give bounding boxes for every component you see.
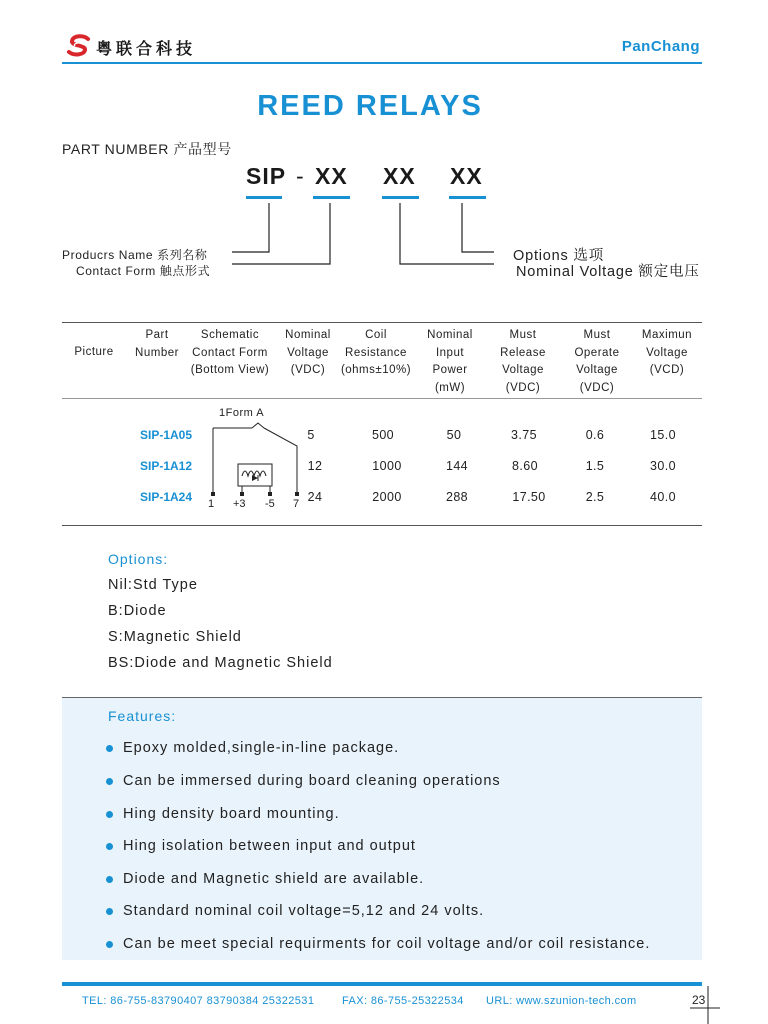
- th-nominal-voltage: Nominal Voltage (VDC): [285, 329, 331, 376]
- feature-text: Hing isolation between input and output: [123, 838, 416, 854]
- option-item: Nil:Std Type: [108, 577, 198, 593]
- max-voltage-cell: 15.0: [650, 428, 676, 442]
- th-input-power: Nominal Input Power (mW): [427, 329, 473, 394]
- feature-item: [106, 806, 340, 822]
- feature-text: Diode and Magnetic shield are available.: [123, 871, 425, 887]
- th-release-voltage: Must Release Voltage (VDC): [500, 329, 546, 394]
- input-power-cell: 50: [446, 428, 462, 442]
- pin-1: 1: [208, 498, 215, 510]
- feature-item: [106, 740, 399, 756]
- part-prefix: SIP: [246, 163, 287, 189]
- crop-mark: [690, 986, 720, 1024]
- pin-3: +3: [233, 498, 246, 510]
- feature-text: Epoxy molded,single-in-line package.: [123, 740, 400, 756]
- part-dash: -: [296, 163, 305, 189]
- pin-7: 7: [293, 498, 300, 510]
- company-name-cn: 粤联合科技: [96, 39, 197, 58]
- input-power-cell: 288: [445, 490, 469, 504]
- th-schematic: Schematic Contact Form (Bottom View): [190, 329, 270, 376]
- th-picture: Picture: [74, 346, 114, 358]
- option-item: S:Magnetic Shield: [108, 629, 242, 645]
- part-seg-options: XX: [450, 163, 483, 189]
- feature-text: Can be immersed during board cleaning operations: [123, 773, 501, 789]
- th-part-number: Part Number: [135, 329, 179, 359]
- feature-text: Hing density board mounting.: [123, 806, 340, 822]
- feature-item: [106, 838, 416, 854]
- bullet-icon: [106, 745, 113, 752]
- part-seg-contact-form: XX: [315, 163, 348, 189]
- schematic-diagram: [200, 420, 310, 500]
- part-number-label: PART NUMBER 产品型号: [62, 141, 232, 157]
- part-number-cell: SIP-1A05: [140, 428, 193, 442]
- bullet-icon: [106, 941, 113, 948]
- feature-text: Can be meet special requirments for coil voltage and/or coil resistance.: [123, 936, 651, 952]
- part-number-cell: SIP-1A12: [140, 459, 193, 473]
- feature-item: [106, 903, 484, 919]
- release-voltage-cell: 8.60: [512, 459, 538, 473]
- features-heading: Features:: [108, 708, 177, 724]
- option-item: BS:Diode and Magnetic Shield: [108, 655, 333, 671]
- part-number-cell: SIP-1A24: [140, 490, 193, 504]
- producers-name-label: Producrs Name 系列名称: [62, 248, 208, 262]
- release-voltage-cell: 17.50: [512, 490, 546, 504]
- part-seg-voltage: XX: [383, 163, 416, 189]
- bullet-icon: [106, 876, 113, 883]
- operate-voltage-cell: 2.5: [585, 490, 605, 504]
- pin-5: -5: [265, 498, 275, 510]
- bullet-icon: [106, 908, 113, 915]
- nominal-voltage-cell: 12: [307, 459, 323, 473]
- footer-fax: FAX: 86-755-25322534: [342, 995, 464, 1007]
- coil-resistance-cell: 2000: [372, 490, 402, 504]
- bullet-icon: [106, 778, 113, 785]
- table-bottom-rule: [62, 525, 702, 526]
- form-label: 1Form A: [219, 407, 265, 419]
- nominal-voltage-cell: 24: [307, 490, 323, 504]
- nominal-voltage-cell: 5: [307, 428, 315, 442]
- coil-resistance-cell: 500: [371, 428, 395, 442]
- nominal-voltage-label: Nominal Voltage 额定电压: [516, 264, 700, 280]
- footer-tel: TEL: 86-755-83790407 83790384 25322531: [82, 995, 315, 1007]
- max-voltage-cell: 30.0: [650, 459, 676, 473]
- page-number: 23: [692, 993, 706, 1007]
- operate-voltage-cell: 1.5: [585, 459, 605, 473]
- feature-text: Standard nominal coil voltage=5,12 and 24 volts.: [123, 903, 485, 919]
- table-header-rule: [62, 398, 702, 399]
- bullet-icon: [106, 843, 113, 850]
- company-name-en: PanChang: [621, 38, 700, 55]
- feature-item: [106, 871, 424, 887]
- th-coil-resistance: Coil Resistance (ohms±10%): [340, 329, 412, 376]
- max-voltage-cell: 40.0: [650, 490, 676, 504]
- release-voltage-cell: 3.75: [511, 428, 537, 442]
- options-heading: Options:: [108, 551, 169, 567]
- option-item: B:Diode: [108, 603, 167, 619]
- feature-item: [106, 773, 501, 789]
- feature-item: [106, 936, 650, 952]
- features-panel: [62, 697, 702, 960]
- footer-url: URL: www.szunion-tech.com: [486, 995, 637, 1007]
- page-title: REED RELAYS: [257, 90, 483, 122]
- bullet-icon: [106, 811, 113, 818]
- th-max-voltage: Maximun Voltage (VCD): [641, 329, 693, 376]
- table-top-rule: [62, 322, 702, 323]
- th-operate-voltage: Must Operate Voltage (VDC): [574, 329, 620, 394]
- operate-voltage-cell: 0.6: [585, 428, 605, 442]
- footer-rule: [62, 982, 702, 986]
- input-power-cell: 144: [445, 459, 469, 473]
- options-label: Options 选项: [513, 248, 604, 264]
- contact-form-label: Contact Form 触点形式: [76, 264, 211, 278]
- coil-resistance-cell: 1000: [372, 459, 402, 473]
